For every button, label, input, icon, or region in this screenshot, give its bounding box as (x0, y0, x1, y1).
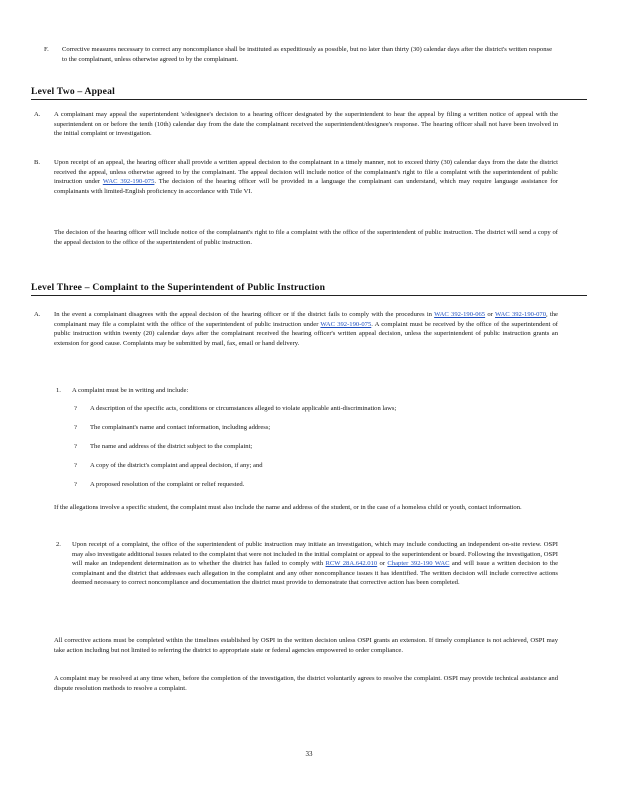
bullet-item: The complainant's name and contact information, including address; (90, 424, 271, 431)
wac-392-190-070-link[interactable]: WAC 392-190-070 (495, 311, 547, 318)
item-2-paragraph (72, 540, 558, 588)
item-2-label: 2. (56, 541, 61, 548)
level-two-b-text-2: . The decision of the hearing officer will be provided in a language the complainant can understand, which may require language assistance for complainants with limited-English proficiency in accordance with Title VI. (54, 178, 558, 195)
bullet-marker: ? (74, 481, 77, 488)
bullet-marker: ? (74, 424, 77, 431)
level-two-b-label: B. (34, 159, 41, 166)
wac-392-190-075-link-2[interactable]: WAC 392-190-075 (320, 320, 372, 328)
item-f-label: F. (44, 46, 49, 53)
level-two-a-label: A. (34, 111, 41, 118)
level-three-a-or: or (487, 311, 493, 318)
item-1-text: A complaint must be in writing and include: (72, 387, 189, 394)
resolve-text: A complaint may be resolved at any time when, before the completion of the investigation, the district voluntarily agrees to resolve the complaint. OSPI may provide technical assistance and dispute resolution methods to resolve a complaint. (54, 675, 558, 692)
item-f-text: Corrective measures necessary to correct any noncompliance shall be instituted as expeditiously as possible, but no later than thirty (30) calendar days after the district's written response to the complainant, unless otherwise agreed to by the complainant. (62, 46, 552, 63)
level-three-a-text-3: . A complaint must be received by the office of the superintendent of public instruction within twenty (20) calendar days after the complainant received the hearing officer's written appeal decision, unless the superintendent of public instruction grants an extension for good cause. Complaints may be submitted by mail, fax, email or hand delivery. (54, 320, 558, 347)
level-two-a-text: A complainant may appeal the superintendent 's/designee's decision to a hearing officer designated by the superintendent to hear the appeal by filing a written notice of appeal with the superintendent on or before the tenth (10th) calendar day from the date the complainant received the superintendent/designee's response. The hearing officer shall not have been involved in the initial complaint or investigation. (54, 111, 558, 138)
chapter-392-190-wac-link[interactable]: Chapter 392-190 WAC (387, 560, 450, 568)
level-three-a-label: A. (34, 311, 41, 318)
level-two-rule (31, 99, 587, 100)
bullet-marker: ? (74, 405, 77, 412)
item-1-label: 1. (56, 387, 61, 394)
item-2-text-2: and will issue a written decision to the complainant and the district that addresses each allegation in the complaint and any other noncompliance issues it has identified. The written decision will include corrective actions deemed necessary to correct noncompliance and documentation the district must provide to demonstrate that corrective action has been completed. (72, 560, 559, 587)
bullet-marker: ? (74, 462, 77, 469)
page-number: 33 (305, 750, 313, 758)
level-three-a-paragraph (54, 310, 558, 348)
item-2-text-1: Upon receipt of a complaint, the office of the superintendent of public instruction may initiate an investigation, which may include conducting an independent on-site review. OSPI may also investigate additional issues related to the complaint that were not included in the initial complaint or appeal to the superintendent or board. Following the investigation, OSPI will make an independent determination as to whether the district has failed to comply with (72, 541, 558, 568)
level-two-heading: Level Two – Appeal (31, 86, 115, 97)
bullet-marker: ? (74, 443, 77, 450)
level-two-b-text-1: Upon receipt of an appeal, the hearing officer shall provide a written appeal decision to the complainant in a timely manner, not to exceed thirty (30) calendar days from the date the district received the appeal, unless otherwise agreed to by the complainant. The appeal decision will include notice of the complainant's right to file a complaint with the superintendent of public instruction under (54, 159, 558, 186)
level-three-rule (31, 295, 587, 296)
item-2-or: or (379, 560, 386, 568)
level-two-b-paragraph (54, 158, 558, 196)
student-note: If the allegations involve a specific student, the complaint must also include the name and address of the student, or in the case of a homeless child or youth, contact information. (54, 504, 522, 511)
bullet-item: A copy of the district's complaint and appeal decision, if any; and (90, 462, 263, 469)
level-three-a-text-2: , the complainant may file a complaint with the office of the superintendent of public instruction under (54, 311, 558, 328)
bullet-item: A description of the specific acts, conditions or circumstances alleged to violate applicable anti-discrimination laws; (90, 405, 397, 412)
wac-392-190-075-link[interactable]: WAC 392-190-075 (102, 178, 155, 186)
bullet-item: A proposed resolution of the complaint or relief requested. (90, 481, 245, 488)
level-three-a-text-1: In the event a complainant disagrees with the appeal decision of the hearing officer or if the district fails to comply with the procedures in (54, 311, 432, 318)
bullet-item: The name and address of the district subject to the complaint; (90, 443, 253, 450)
wac-392-190-065-link[interactable]: WAC 392-190-065 (434, 311, 486, 318)
rcw-28a-642-010-link[interactable]: RCW 28A.642.010 (325, 560, 378, 568)
corrective-actions-text: All corrective actions must be completed within the timelines established by OSPI in the written decision unless OSPI grants an extension. If timely compliance is not achieved, OSPI may take action including but not limited to referring the district to appropriate state or federal agencies empowered to order compliance. (54, 637, 558, 654)
level-three-heading: Level Three – Complaint to the Superintendent of Public Instruction (31, 282, 326, 293)
level-two-b-text-3: The decision of the hearing officer will include notice of the complainant's right to file a complaint with the office of the superintendent of public instruction. The district will send a copy of the appeal decision to the office of the superintendent of public instruction. (54, 229, 558, 246)
